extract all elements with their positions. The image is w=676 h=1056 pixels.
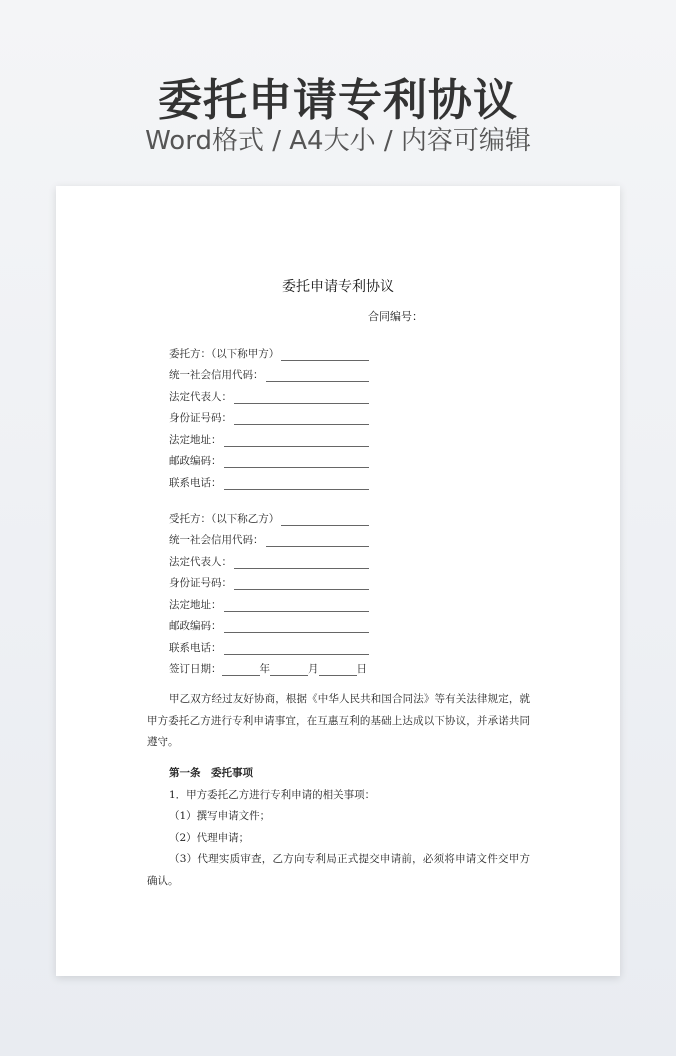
article-1-heading: 第一条 委托事项: [169, 767, 253, 779]
field-label: 邮政编码：: [169, 620, 222, 632]
party-a-header-row: [169, 339, 369, 361]
banner-subtitle: Word格式 / A4大小 / 内容可编辑: [145, 126, 531, 156]
party-a-field-row: [169, 382, 369, 404]
day-label: 日: [356, 663, 367, 675]
month-label: 月: [308, 663, 319, 675]
year-fill-line[interactable]: [222, 666, 260, 676]
field-label: 法定代表人：: [169, 390, 232, 403]
party-a-field-row: [169, 361, 369, 383]
field-label: 邮政编码：: [169, 455, 222, 467]
party-a-field-row: [169, 468, 369, 490]
article-1-sub-3: （3）代理实质审查，乙方向专利局正式提交申请前，必须将申请文件交甲方确认。: [147, 853, 530, 887]
party-b-header-row: [169, 504, 369, 526]
fill-line[interactable]: [224, 645, 370, 655]
sign-date-label: 签订日期：: [169, 663, 222, 675]
party-a-fields: [169, 339, 369, 490]
month-fill-line[interactable]: [270, 666, 308, 676]
party-a-field-row: [169, 425, 369, 447]
fill-line[interactable]: [281, 516, 369, 526]
day-fill-line[interactable]: [319, 666, 357, 676]
fill-line[interactable]: [234, 559, 369, 569]
field-label: 统一社会信用代码：: [169, 534, 264, 546]
fill-line[interactable]: [281, 351, 369, 361]
field-label: 联系电话：: [169, 476, 222, 489]
intro-paragraph: 甲乙双方经过友好协商，根据《中华人民共和国合同法》等有关法律规定，就甲方委托乙方进行专利申请事宜，在互惠互利的基础上达成以下协议，并承诺共同遵守。: [147, 693, 530, 748]
field-label: 身份证号码：: [169, 577, 232, 589]
fill-line[interactable]: [234, 394, 369, 404]
fill-line[interactable]: [224, 437, 370, 447]
field-label: 法定代表人：: [169, 555, 232, 568]
party-b-field-row: [169, 590, 369, 612]
field-label: 联系电话：: [169, 641, 222, 654]
field-label: 统一社会信用代码：: [169, 369, 264, 381]
document-page: [56, 186, 620, 976]
article-1-sub-2: （2）代理申请；: [169, 831, 250, 844]
fill-line[interactable]: [266, 537, 370, 547]
sign-date-row: [169, 655, 369, 677]
banner-title: 委托申请专利协议: [158, 75, 518, 126]
article-1: [147, 763, 530, 892]
fill-line[interactable]: [224, 458, 370, 468]
field-label: 法定地址：: [169, 598, 222, 611]
fill-line[interactable]: [224, 623, 370, 633]
article-1-sub-1: （1）撰写申请文件；: [169, 810, 271, 822]
article-1-item-1: 1．甲方委托乙方进行专利申请的相关事项：: [169, 788, 376, 801]
party-b-header: 受托方：（以下称乙方）: [169, 512, 280, 525]
field-label: 法定地址：: [169, 433, 222, 446]
party-a-field-row: [169, 404, 369, 426]
party-b-field-row: [169, 633, 369, 655]
party-b-field-row: [169, 526, 369, 548]
fill-line[interactable]: [266, 372, 370, 382]
party-b-fields: [169, 504, 369, 676]
fill-line[interactable]: [234, 415, 369, 425]
fill-line[interactable]: [224, 602, 370, 612]
party-a-header: 委托方：（以下称甲方）: [169, 347, 280, 360]
document-title: 委托申请专利协议: [282, 279, 394, 295]
party-b-field-row: [169, 569, 369, 591]
year-label: 年: [259, 663, 270, 675]
party-b-field-row: [169, 547, 369, 569]
fill-line[interactable]: [224, 480, 370, 490]
party-b-field-row: [169, 612, 369, 634]
party-a-field-row: [169, 447, 369, 469]
fill-line[interactable]: [234, 580, 369, 590]
field-label: 身份证号码：: [169, 412, 232, 424]
contract-number-label: 合同编号：: [368, 310, 423, 323]
